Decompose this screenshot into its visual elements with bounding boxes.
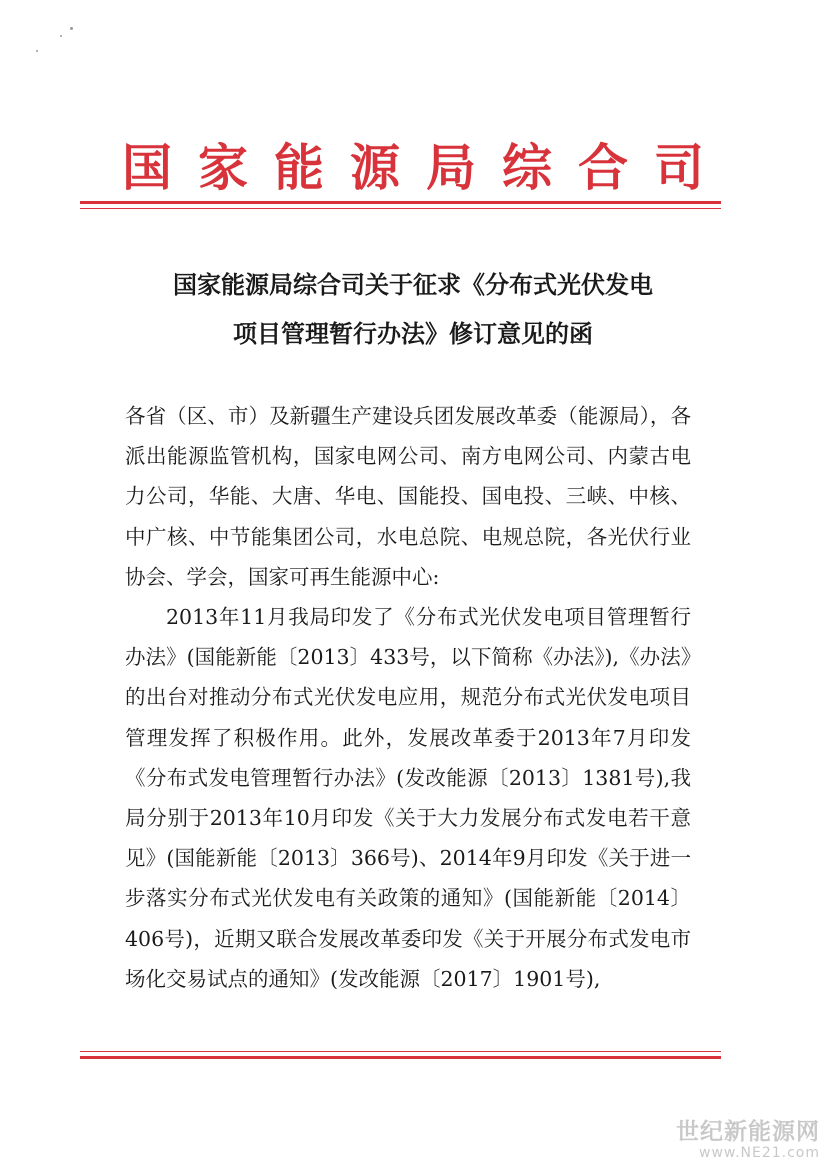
watermark-url: www.NE21.com — [699, 1145, 820, 1161]
document-title-line-1: 国家能源局综合司关于征求《分布式光伏发电 — [173, 271, 653, 299]
scan-speck — [70, 27, 73, 30]
footer-rule-thin — [80, 1051, 721, 1052]
scan-speck — [60, 35, 62, 37]
letterhead-organization: 国家能源局综合司 — [122, 138, 730, 197]
scan-speck — [36, 50, 38, 52]
watermark-name: 世纪新能源网 — [676, 1119, 820, 1145]
body-paragraph-1: 2013年11月我局印发了《分布式光伏发电项目管理暂行办法》(国能新能〔2013〕433号，以下简称《办法》),《办法》的出台对推动分布式光伏发电应用，规范分布式光伏发电项目管理发挥了积极作用。此外，发展改革委于2013年7月印发《分布式发电管理暂行办法》(发改能源〔2013〕1381号),我局分别于2013年10月印发《关于大力发展分布式发电若干意见》(国能新能〔2013〕366号)、2014年9月印发《关于进一步落实分布式光伏发电有关政策的通知》(国能新能〔2014〕406号)，近期又联合发展改革委印发《关于开展分布式发电市场化交易试点的通知》(发改能源〔2017〕1901号), — [125, 605, 691, 991]
document-body — [125, 396, 691, 999]
watermark — [676, 1119, 820, 1161]
recipients-paragraph: 各省（区、市）及新疆生产建设兵团发展改革委（能源局），各派出能源监管机构，国家电网公司、南方电网公司、内蒙古电力公司，华能、大唐、华电、国能投、国电投、三峡、中核、中广核、中节能集团公司，水电总院、电规总院，各光伏行业协会、学会，国家可再生能源中心: — [125, 404, 691, 589]
footer-rule-thick — [80, 1056, 721, 1059]
document-title-line-2: 项目管理暂行办法》修订意见的函 — [233, 320, 593, 348]
letterhead-rule-thick — [80, 201, 721, 204]
letterhead-rule-thin — [80, 208, 721, 209]
